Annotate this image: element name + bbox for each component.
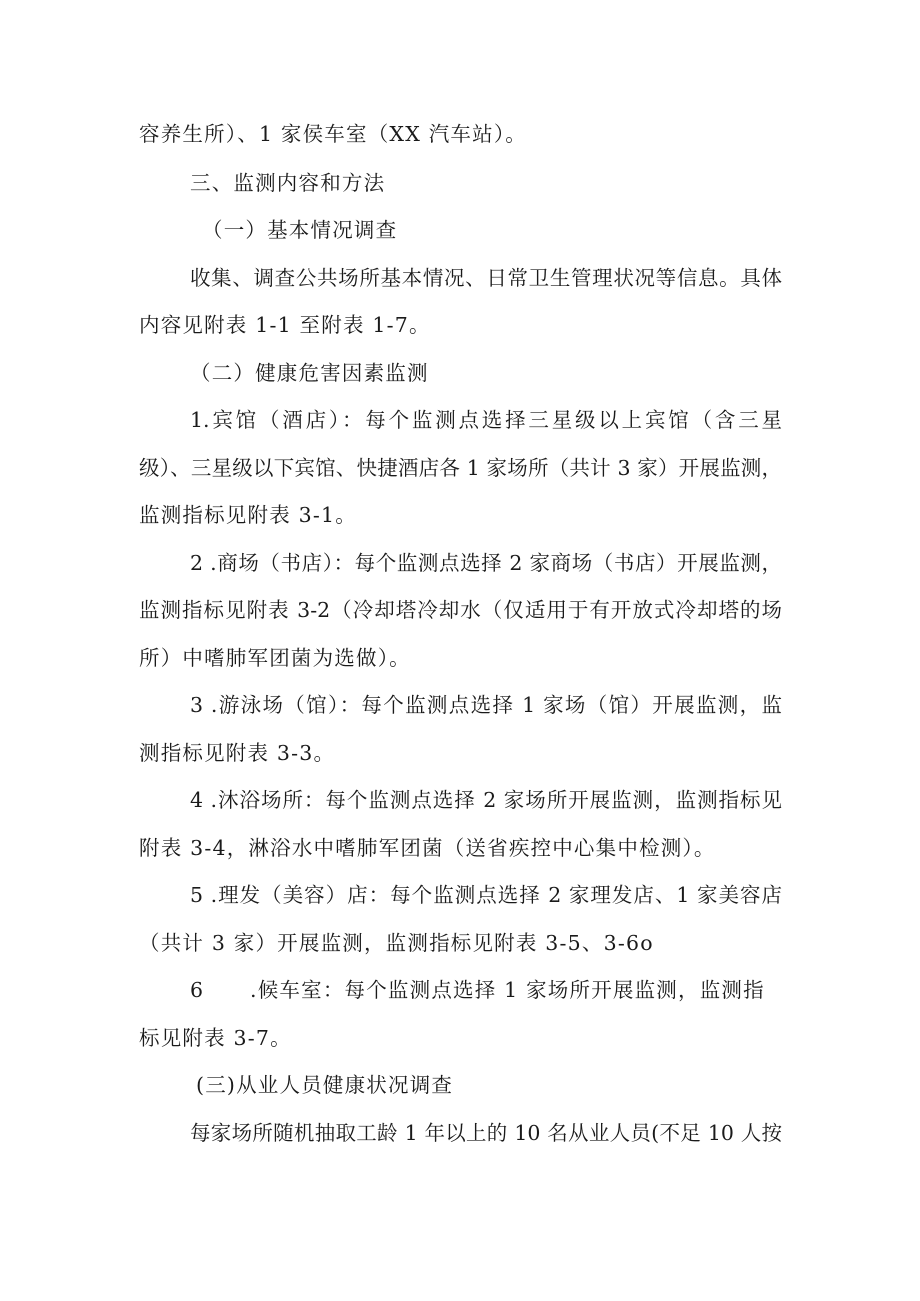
list-item-number: 6 [190, 978, 205, 1002]
list-item-line: 监测指标见附表 3-1。 [139, 503, 357, 527]
subsection-heading: (三)从业人员健康状况调查 [196, 1073, 454, 1097]
paragraph-line: 每家场所随机抽取工龄 1 年以上的 10 名从业人员(不足 10 人按 [190, 1121, 782, 1145]
list-item-line: 测指标见附表 3-3。 [139, 741, 336, 765]
list-item-line: 3 .游泳场（馆）：每个监测点选择 1 家场（馆）开展监测，监 [190, 693, 782, 717]
list-item-line: 附表 3-4，淋浴水中嗜肺军团菌（送省疾控中心集中检测）。 [139, 836, 716, 860]
section-heading: 三、监测内容和方法 [190, 171, 386, 195]
list-item-line: 级）、三星级以下宾馆、快捷酒店各 1 家场所（共计 3 家）开展监测， [139, 456, 782, 480]
subsection-heading: （一）基本情况调查 [202, 218, 398, 242]
list-item-line: 2 .商场（书店）：每个监测点选择 2 家商场（书店）开展监测， [190, 551, 782, 575]
text-line: 容养生所）、1 家侯车室（XX 汽车站）。 [139, 122, 527, 146]
list-item-line: 1.宾馆（酒店）：每个监测点选择三星级以上宾馆（含三星 [190, 408, 782, 432]
list-item-line: 所）中嗜肺军团菌为选做）。 [139, 646, 411, 670]
list-item-line: .候车室：每个监测点选择 1 家场所开展监测，监测指 [250, 978, 765, 1002]
paragraph-line: 收集、调查公共场所基本情况、日常卫生管理状况等信息。具体 [190, 266, 782, 290]
list-item-line: 监测指标见附表 3-2（冷却塔冷却水（仅适用于有开放式冷却塔的场 [139, 598, 782, 622]
paragraph-line: 内容见附表 1-1 至附表 1-7。 [139, 313, 431, 337]
list-item-line: 4 .沐浴场所：每个监测点选择 2 家场所开展监测，监测指标见 [190, 788, 782, 812]
list-item-line: 5 .理发（美容）店：每个监测点选择 2 家理发店、1 家美容店 [190, 883, 782, 907]
list-item-line: 标见附表 3-7。 [139, 1026, 292, 1050]
subsection-heading: （二）健康危害因素监测 [190, 361, 429, 385]
list-item-line: （共计 3 家）开展监测，监测指标见附表 3-5、3-6o [139, 931, 654, 955]
